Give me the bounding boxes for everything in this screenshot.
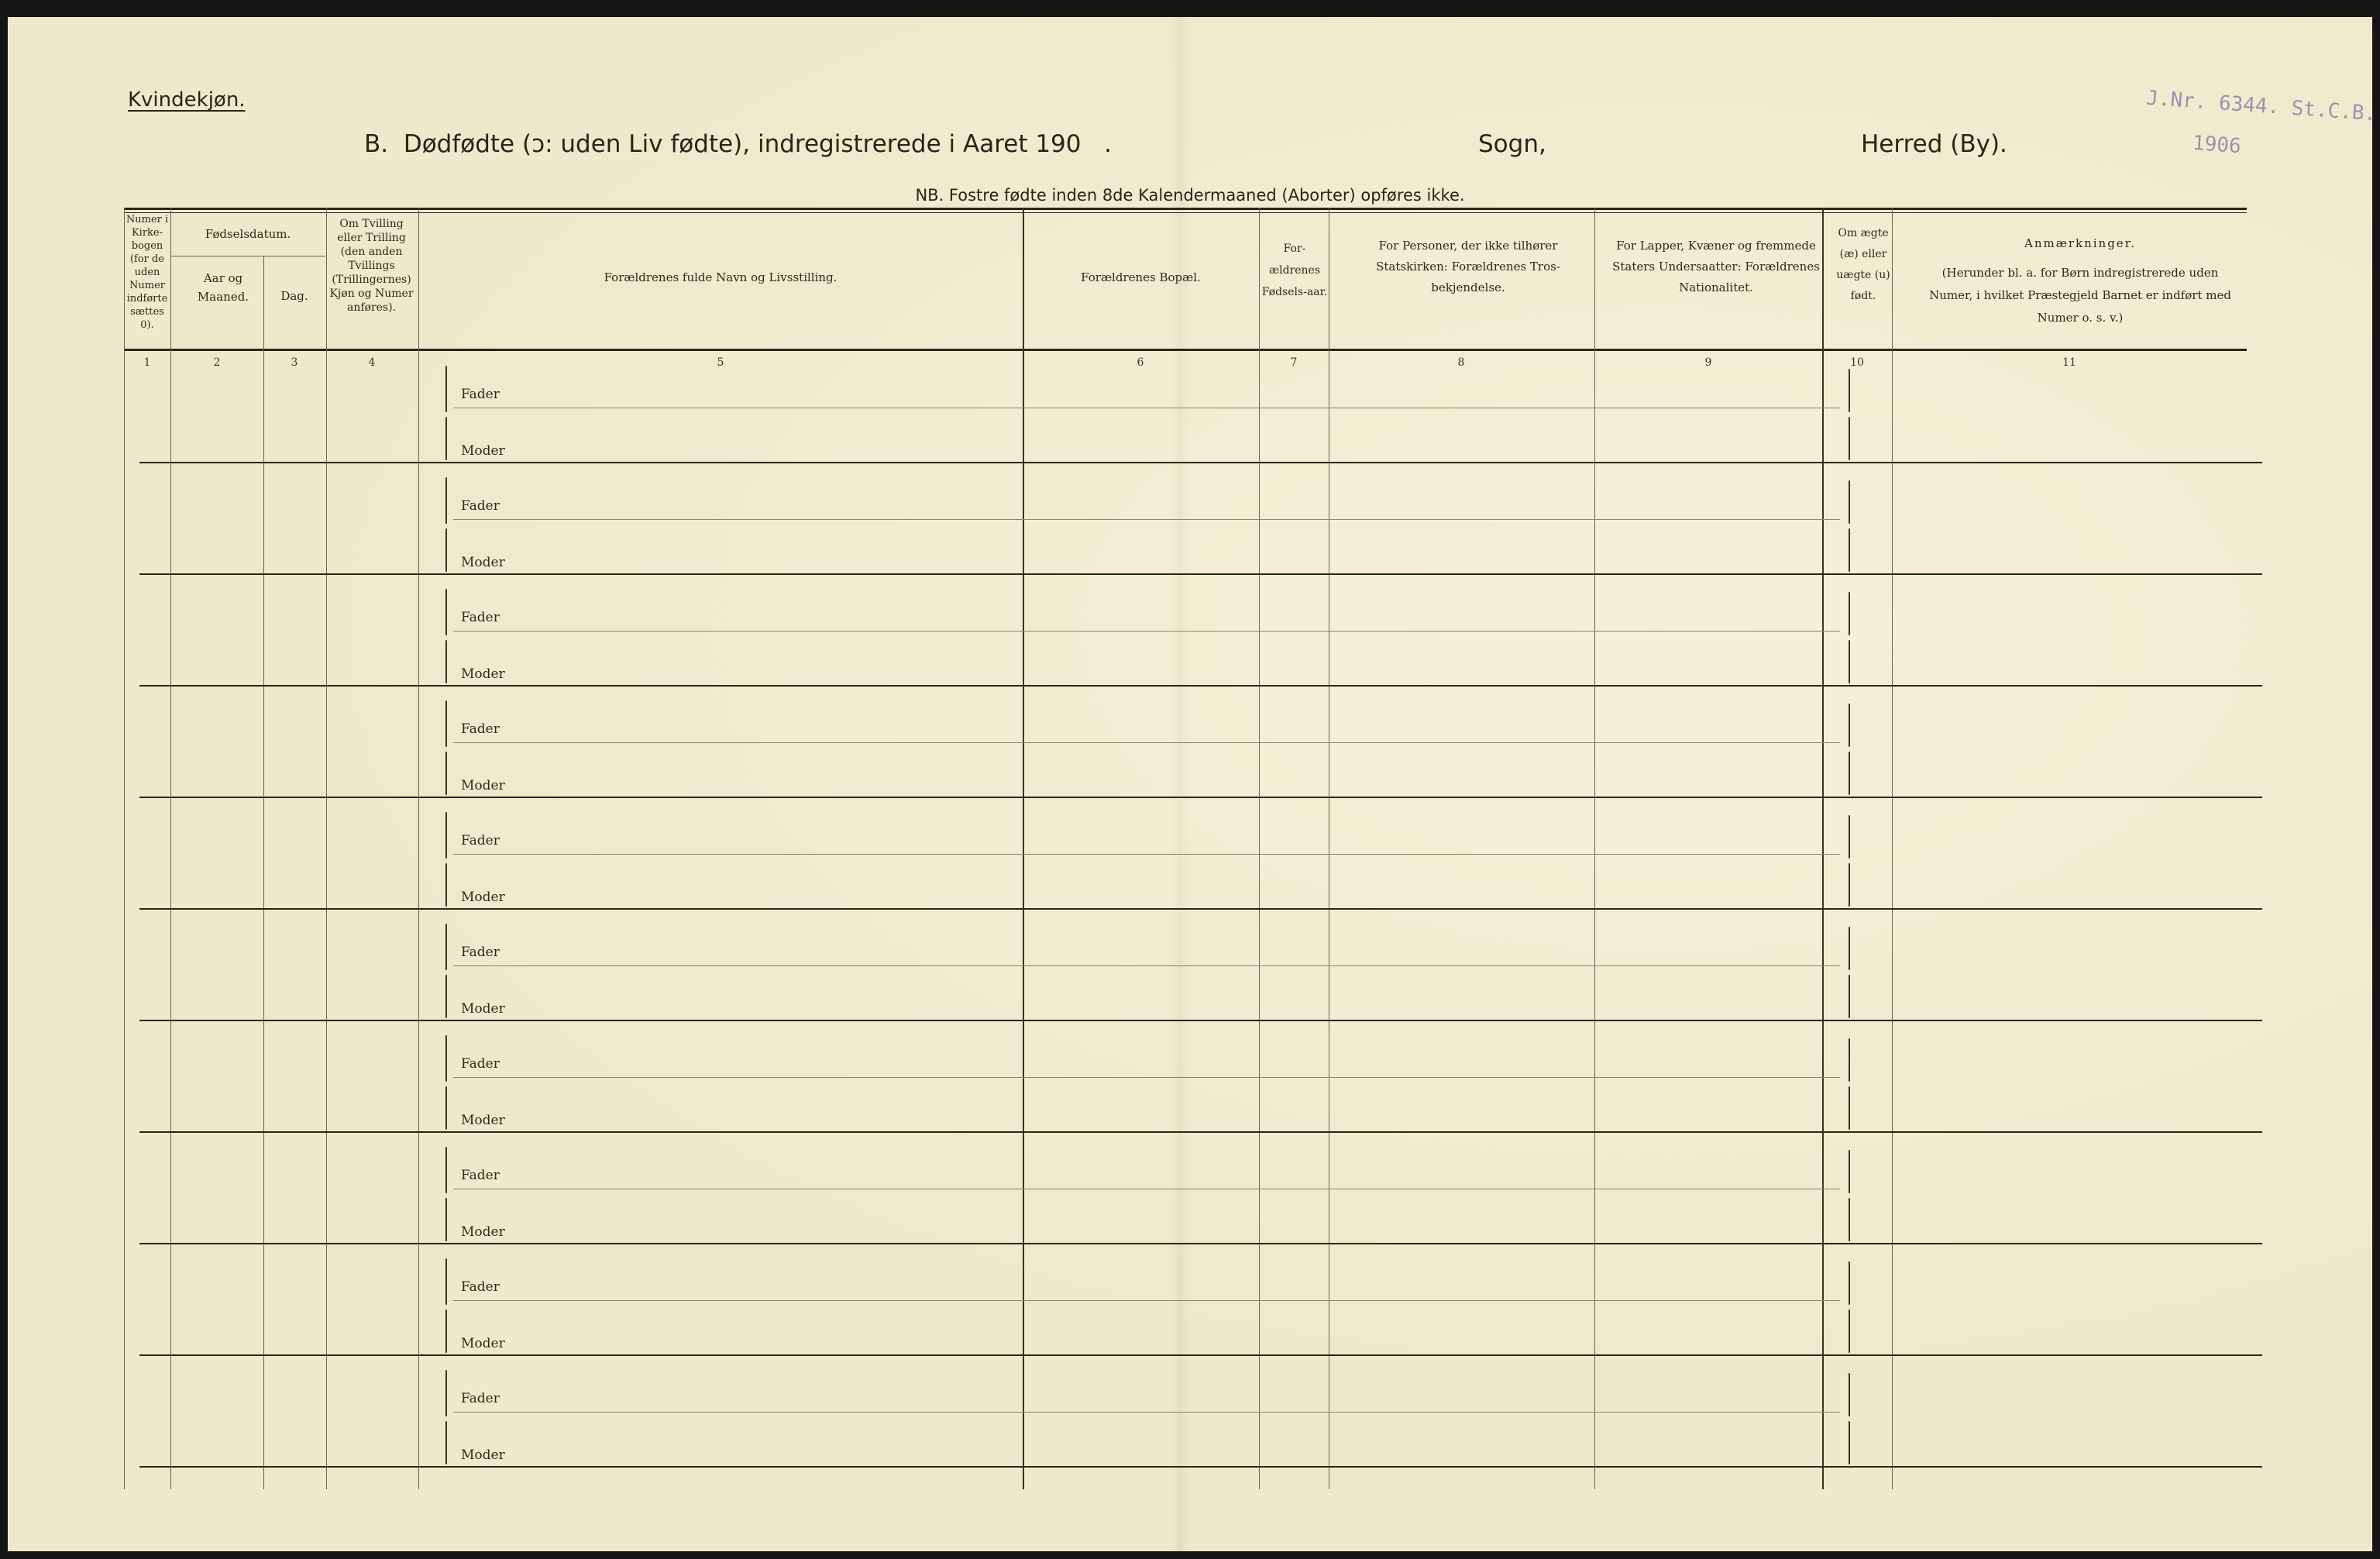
column-number: 7 [1290,356,1298,369]
bracket-mark [1849,927,1850,970]
archive-stamp: J.Nr. 6344. St.C.B. [2145,86,2378,126]
row-rule [139,685,2262,687]
column-rule [1822,208,1824,1489]
bracket-mark [445,1147,447,1193]
row-rule [139,1354,2262,1356]
column-number: 4 [368,356,376,369]
col-header-9: For Lapper, Kvæner og fremmede Staters Undersaatter: Forældrenes Nationalitet. [1612,239,1820,294]
column-rule [263,256,264,1489]
form-title: B. Dødfødte (ɔ: uden Liv fødte), indregistrerede i Aaret 190 . [364,130,1112,158]
moder-label: Moder [461,666,505,682]
bracket-mark [1849,1421,1850,1464]
bracket-mark [1849,1198,1850,1241]
bracket-mark [1849,1038,1850,1082]
archive-stamp-year: 1906 [2192,131,2242,159]
bracket-mark [1849,1150,1850,1193]
bracket-mark [445,1370,447,1416]
bracket-mark [445,366,447,412]
fader-moder-rule [453,1300,1840,1301]
note-text: NB. Fostre fødte inden 8de Kalendermaaned (Aborter) opføres ikke. [915,186,1465,205]
column-number: 1 [143,356,151,369]
row-rule [139,1466,2262,1468]
column-number: 2 [213,356,221,369]
column-rule [326,208,327,1489]
fader-moder-rule [453,519,1840,520]
bracket-mark [445,924,447,970]
fader-label: Fader [461,833,500,848]
row-rule [139,1243,2262,1244]
column-number: 8 [1457,356,1465,369]
bracket-mark [445,812,447,859]
bracket-mark [1849,1309,1850,1353]
col-header-10: Om ægte (æ) eller uægte (u) født. [1836,227,1890,302]
column-rule [170,208,171,1489]
fader-moder-rule [453,631,1840,632]
column-rule [1594,208,1595,1489]
fader-moder-rule [453,854,1840,855]
moder-label: Moder [461,555,505,570]
col-header-11: (Herunder bl. a. for Børn indregistrerede uden Numer, i hvilket Præstegjeld Barnet er indført med Numer o. s. v.) [1929,266,2231,325]
col-header-7: For-ældrenes Fødsels-aar. [1261,243,1328,298]
column-number: 10 [1850,356,1864,369]
fader-label: Fader [461,1056,500,1072]
column-rule [418,208,419,1489]
bracket-mark [445,1035,447,1082]
row-rule [139,908,2262,910]
column-number: 3 [291,356,298,369]
sex-label: Kvindekjøn. [128,88,246,112]
bracket-mark [445,477,447,524]
fader-label: Fader [461,498,500,514]
bracket-mark [1849,1086,1850,1130]
bracket-mark [445,640,447,683]
moder-label: Moder [461,1001,505,1017]
row-rule [139,462,2262,463]
bracket-mark [1849,863,1850,907]
row-rule [139,1020,2262,1021]
bracket-mark [1849,704,1850,747]
column-rule [1023,208,1024,1489]
column-rule [1892,208,1893,1489]
column-number: 9 [1704,356,1712,369]
bracket-mark [445,1198,447,1241]
bracket-mark [1849,1261,1850,1305]
fader-label: Fader [461,610,500,625]
bracket-mark [1849,640,1850,683]
fader-label: Fader [461,387,500,402]
column-rule [1259,208,1260,1489]
bracket-mark [445,1421,447,1464]
col-header-6: Forældrenes Bopæl. [1081,270,1201,284]
column-number: 11 [2062,356,2076,369]
register-sheet [8,17,2378,1551]
fader-label: Fader [461,721,500,737]
header-top-rule-2 [124,212,2247,213]
bracket-mark [445,975,447,1018]
bracket-mark [445,1258,447,1305]
fader-moder-rule [453,965,1840,966]
bracket-mark [445,863,447,907]
bracket-mark [1849,1373,1850,1416]
moder-label: Moder [461,443,505,459]
header-bottom-rule [124,349,2247,351]
bracket-mark [445,700,447,747]
sogn-label: Sogn, [1478,130,1546,158]
fader-label: Fader [461,1391,500,1406]
moder-label: Moder [461,1336,505,1351]
column-number: 5 [717,356,724,369]
bracket-mark [1849,417,1850,460]
col-header-1: Numer i Kirke-bogen (for de uden Numer indførte sættes 0). [126,214,169,331]
row-rule [139,1131,2262,1133]
bracket-mark [445,1086,447,1130]
bracket-mark [1849,975,1850,1018]
fader-moder-rule [453,1077,1840,1078]
fader-label: Fader [461,1168,500,1183]
bracket-mark [1849,815,1850,859]
bracket-mark [445,528,447,572]
row-rule [139,797,2262,798]
fader-moder-rule [453,1412,1840,1413]
column-number: 6 [1137,356,1144,369]
col-header-8: For Personer, der ikke tilhører Statskirken: Forældrenes Tros-bekjendelse. [1376,239,1560,294]
bracket-mark [1849,592,1850,635]
col-header-11-title: Anmærkninger. [2024,236,2136,250]
col-header-4: Om Tvilling eller Trilling (den anden Tvillings (Trillingernes) Kjøn og Numer anføres). [329,218,414,314]
fader-label: Fader [461,1279,500,1295]
bracket-mark [1849,480,1850,524]
row-rule [139,573,2262,575]
moder-label: Moder [461,1224,505,1240]
bracket-mark [1849,369,1850,412]
moder-label: Moder [461,890,505,905]
fader-label: Fader [461,945,500,960]
col-header-date-group: Fødselsdatum. [205,227,291,241]
herred-label: Herred (By). [1861,130,2007,158]
col-header-3: Dag. [280,289,308,303]
bracket-mark [445,1309,447,1353]
bracket-mark [445,589,447,635]
bracket-mark [1849,528,1850,572]
bracket-mark [445,752,447,795]
moder-label: Moder [461,1447,505,1463]
moder-label: Moder [461,778,505,793]
col-header-5: Forældrenes fulde Navn og Livsstilling. [604,270,837,284]
fader-moder-rule [453,742,1840,743]
bracket-mark [1849,752,1850,795]
col-header-2: Aar og Maaned. [197,271,249,304]
moder-label: Moder [461,1113,505,1128]
bracket-mark [445,417,447,460]
column-rule [124,208,125,1489]
header-top-rule [124,208,2247,210]
